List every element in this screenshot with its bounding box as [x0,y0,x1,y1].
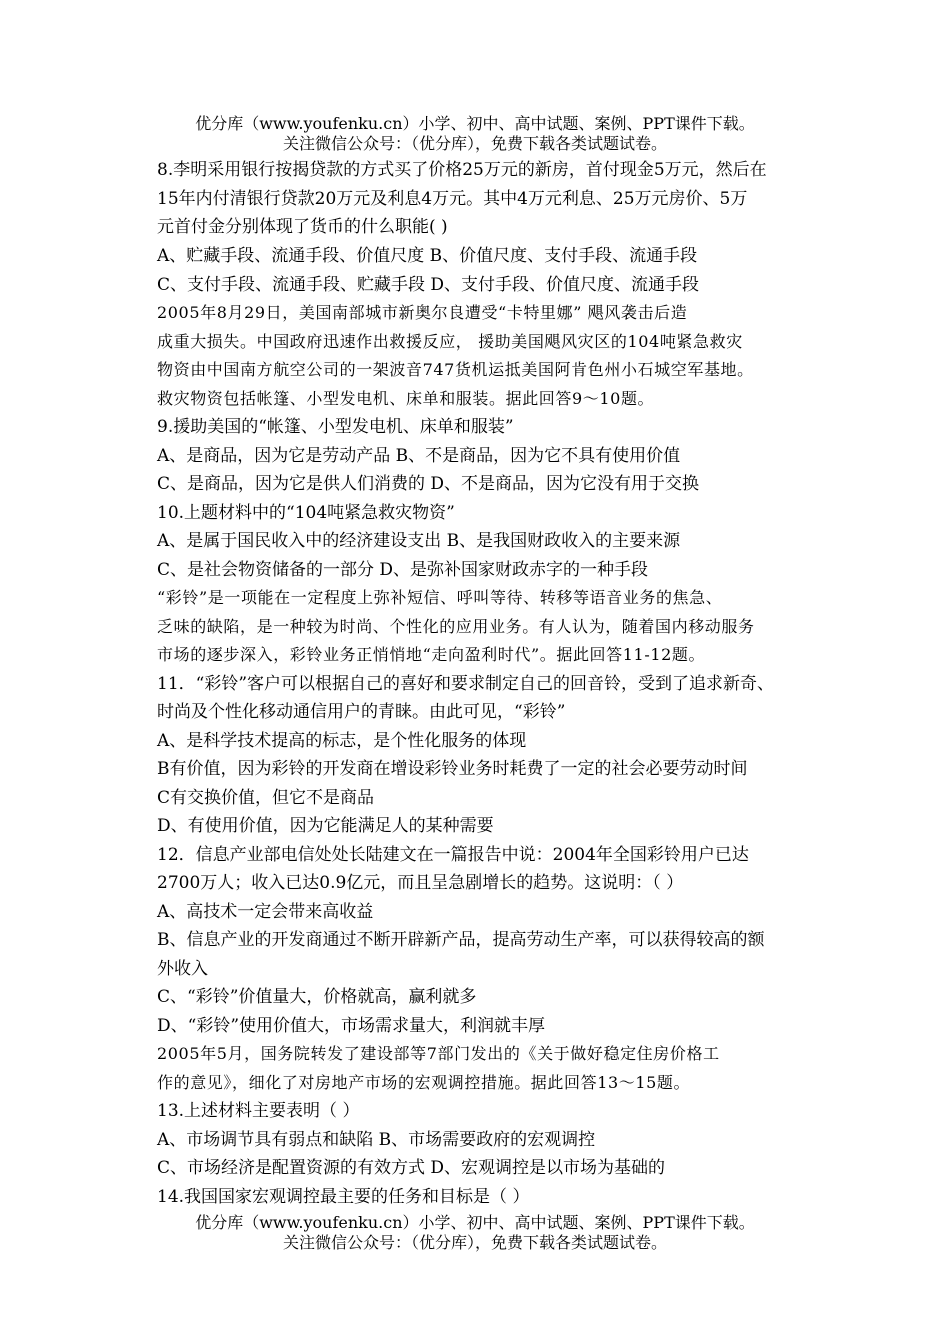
text-line: A、贮藏手段、流通手段、价值尺度 B、价值尺度、支付手段、流通手段 [157,246,698,266]
text-line: 13.上述材料主要表明（ ） [157,1101,360,1121]
header-line-1: 优分库（www.youfenku.cn）小学、初中、高中试题、案例、PPT课件下载。 [195,114,755,133]
text-line: 2700万人；收入已达0.9亿元，而且呈急剧增长的趋势。这说明：（ ） [157,873,684,893]
text-line: 时尚及个性化移动通信用户的青睐。由此可见，“彩铃” [157,702,566,722]
text-line: “彩铃”是一项能在一定程度上弥补短信、呼叫等待、转移等语音业务的焦急、 [157,588,723,607]
text-line: A、市场调节具有弱点和缺陷 B、市场需要政府的宏观调控 [157,1130,596,1150]
text-line: C、支付手段、流通手段、贮藏手段 D、支付手段、价值尺度、流通手段 [157,275,700,295]
text-line: C、是社会物资储备的一部分 D、是弥补国家财政赤字的一种手段 [157,560,649,580]
text-line: 外收入 [157,959,208,979]
text-line: 乏味的缺陷，是一种较为时尚、个性化的应用业务。有人认为，随着国内移动服务 [157,617,755,636]
text-line: 15年内付清银行贷款20万元及利息4万元。其中4万元利息、25万元房价、5万 [157,189,748,209]
text-line: A、高技术一定会带来高收益 [157,902,374,922]
text-line: C、“彩铃”价值量大，价格就高，赢利就多 [157,987,477,1007]
text-line: 救灾物资包括帐篷、小型发电机、床单和服装。据此回答9～10题。 [157,389,655,408]
text-line: D、“彩铃”使用价值大，市场需求量大，利润就丰厚 [157,1016,546,1036]
text-line: 物资由中国南方航空公司的一架波音747货机运抵美国阿肯色州小石城空军基地。 [157,360,754,379]
header-line-2: 关注微信公众号：（优分库），免费下载各类试题试卷。 [282,134,667,153]
footer-line-1: 优分库（www.youfenku.cn）小学、初中、高中试题、案例、PPT课件下载。 [195,1213,755,1232]
text-line: 2005年8月29日，美国南部城市新奥尔良遭受“卡特里娜” 飓风袭击后造 [157,303,688,322]
text-line: 成重大损失。中国政府迅速作出救援反应， 援助美国飓风灾区的104吨紧急救灾 [157,332,743,351]
text-line: 元首付金分别体现了货币的什么职能( ) [157,217,448,237]
text-line: 11．“彩铃”客户可以根据自己的喜好和要求制定自己的回音铃，受到了追求新奇、 [157,674,775,694]
text-line: 14.我国国家宏观调控最主要的任务和目标是（ ） [157,1187,530,1207]
text-line: 9.援助美国的“帐篷、小型发电机、床单和服装” [157,417,514,437]
text-line: C有交换价值，但它不是商品 [157,788,375,808]
text-line: A、是商品，因为它是劳动产品 B、不是商品，因为它不具有使用价值 [157,446,681,466]
text-line: A、是属于国民收入中的经济建设支出 B、是我国财政收入的主要来源 [157,531,681,551]
text-line: C、是商品，因为它是供人们消费的 D、不是商品，因为它没有用于交换 [157,474,700,494]
text-line: 2005年5月，国务院转发了建设部等7部门发出的《关于做好稳定住房价格工 [157,1044,720,1063]
text-line: 市场的逐步深入，彩铃业务正悄悄地“走向盈利时代”。据此回答11-12题。 [157,645,706,664]
text-line: B有价值，因为彩铃的开发商在增设彩铃业务时耗费了一定的社会必要劳动时间 [157,759,748,779]
text-line: B、信息产业的开发商通过不断开辟新产品，提高劳动生产率，可以获得较高的额 [157,930,765,950]
text-line: C、市场经济是配置资源的有效方式 D、宏观调控是以市场为基础的 [157,1158,666,1178]
text-line: 作的意见》，细化了对房地产市场的宏观调控措施。据此回答13～15题。 [157,1073,691,1092]
footer-line-2: 关注微信公众号：（优分库），免费下载各类试题试卷。 [282,1233,667,1252]
text-line: 12．信息产业部电信处处长陆建文在一篇报告中说：2004年全国彩铃用户已达 [157,845,749,865]
text-line: 10.上题材料中的“104吨紧急救灾物资” [157,503,455,523]
text-line: A、是科学技术提高的标志，是个性化服务的体现 [157,731,527,751]
text-line: 8.李明采用银行按揭贷款的方式买了价格25万元的新房，首付现金5万元，然后在 [157,160,767,180]
text-line: D、有使用价值，因为它能满足人的某种需要 [157,816,494,836]
